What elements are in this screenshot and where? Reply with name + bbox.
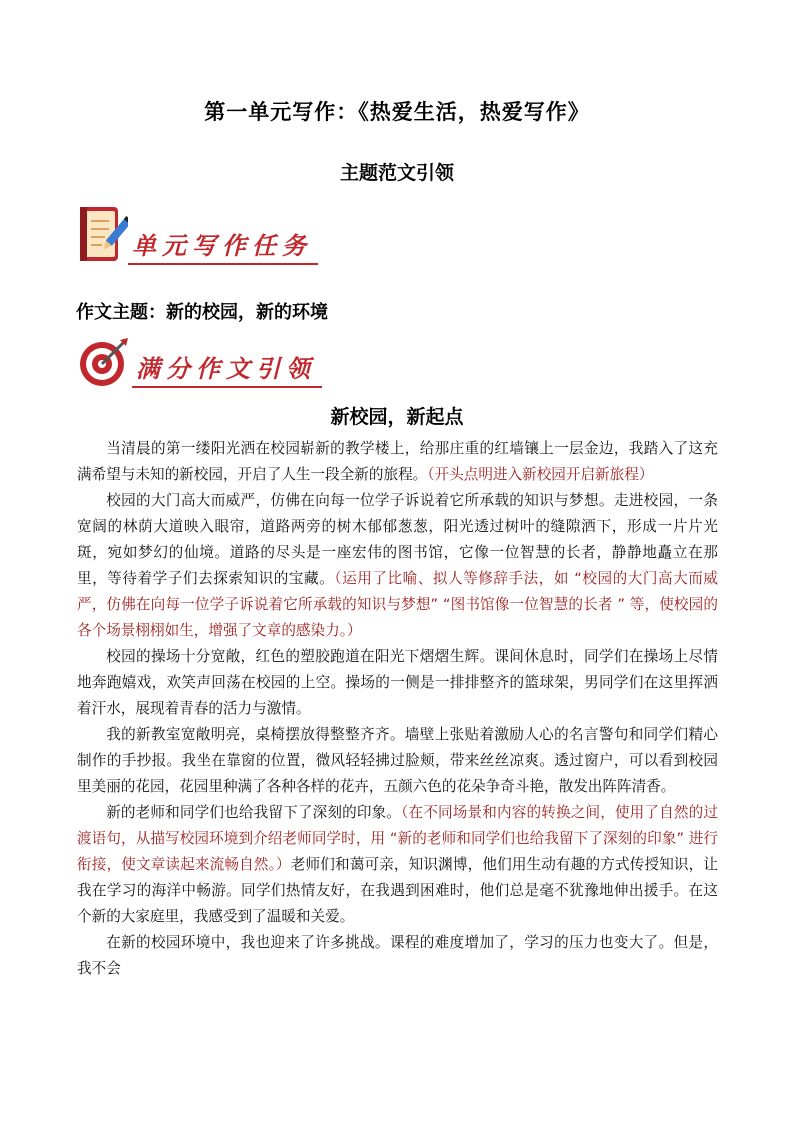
paragraph: 新的老师和同学们也给我留下了深刻的印象。（在不同场景和内容的转换之间，使用了自然的过渡语句，从描写校园环境到介绍老师同学时，用 “新的老师和同学们也给我留下了深刻的印象” 进行衔接，使文章读起来流畅自然。）老师们和蔼可亲，知识渊博，他们用生动有趣的方式传授知识，让我在学习的海洋中畅游。同学们热情友好，在我遇到困难时，他们总是毫不犹豫地伸出援手。在这个新的大家庭里，我感受到了温暖和关爱。 — [77, 804, 718, 925]
essay-body — [77, 436, 718, 982]
paragraph: 当清晨的第一缕阳光洒在校园崭新的教学楼上，给那庄重的红墙镶上一层金边，我踏入了这充满希望与未知的新校园，开启了人生一段全新的旅程。（开头点明进入新校园开启新旅程） — [77, 440, 718, 483]
model-essay-banner — [76, 336, 322, 388]
unit-task-banner — [76, 203, 318, 265]
annotation: （运用了比喻、拟人等修辞手法，如 “校园的大门高大而威严，仿佛在向每一位学子诉说着它所承载的知识与梦想” “图书馆像一位智慧的长者 ” 等，使校园的各个场景栩栩如生，增强了文章的感染力。） — [77, 570, 718, 639]
page-subtitle: 主题范文引领 — [339, 162, 454, 184]
notebook-pen-icon — [76, 203, 128, 265]
annotation: （在不同场景和内容的转换之间，使用了自然的过渡语句，从描写校园环境到介绍老师同学时，用 “新的老师和同学们也给我留下了深刻的印象” 进行衔接，使文章读起来流畅自然。） — [77, 804, 718, 873]
essay-title: 新校园，新起点 — [330, 406, 464, 428]
target-arrow-icon — [76, 336, 132, 388]
essay-theme: 作文主题：新的校园，新的环境 — [76, 302, 328, 323]
unit-task-banner-text: 单元写作任务 — [128, 226, 318, 265]
paragraph: 校园的大门高大而威严，仿佛在向每一位学子诉说着它所承载的知识与梦想。走进校园，一条宽阔的林荫大道映入眼帘，道路两旁的树木郁郁葱葱，阳光透过树叶的缝隙洒下，形成一片片光斑，宛如梦幻的仙境。道路的尽头是一座宏伟的图书馆，它像一位智慧的长者，静静地矗立在那里，等待着学子们去探索知识的宝藏。（运用了比喻、拟人等修辞手法，如 “校园的大门高大而威严，仿佛在向每一位学子诉说着它所承载的知识与梦想” “图书馆像一位智慧的长者 ” 等，使校园的各个场景栩栩如生，增强了文章的感染力。） — [77, 492, 718, 639]
page-title: 第一单元写作：《热爱生活，热爱写作》 — [204, 99, 590, 124]
model-essay-banner-text: 满分作文引领 — [132, 349, 322, 388]
annotation: （开头点明进入新校园开启新旅程） — [427, 466, 654, 483]
paragraph: 校园的操场十分宽敞，红色的塑胶跑道在阳光下熠熠生辉。课间休息时，同学们在操场上尽情地奔跑嬉戏，欢笑声回荡在校园的上空。操场的一侧是一排排整齐的篮球架，男同学们在这里挥洒着汗水，展现着青春的活力与激情。 — [77, 648, 718, 717]
paragraph: 我的新教室宽敞明亮，桌椅摆放得整整齐齐。墙壁上张贴着激励人心的名言警句和同学们精心制作的手抄报。我坐在靠窗的位置，微风轻轻拂过脸颊，带来丝丝凉爽。透过窗户，可以看到校园里美丽的花园，花园里种满了各种各样的花卉，五颜六色的花朵争奇斗艳，散发出阵阵清香。 — [77, 726, 718, 795]
paragraph: 在新的校园环境中，我也迎来了许多挑战。课程的难度增加了，学习的压力也变大了。但是，我不会 — [77, 934, 718, 977]
